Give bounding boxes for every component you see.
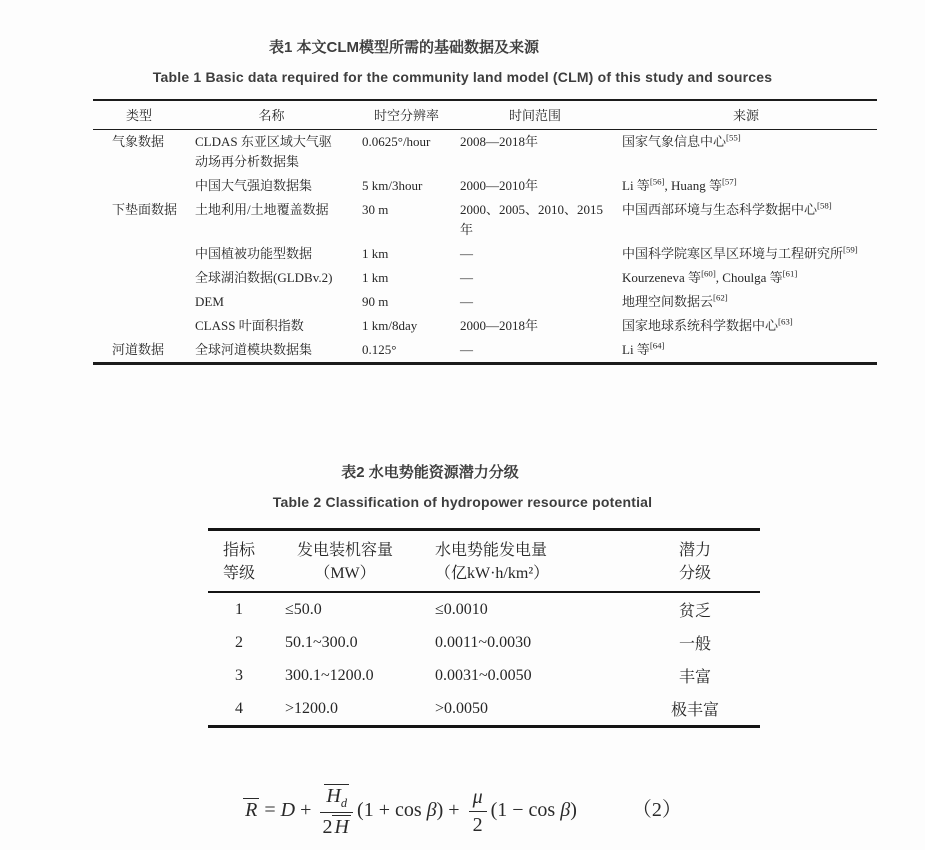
table1-cell: 1 km [362, 270, 389, 285]
table2-cell: 300.1~1200.0 [285, 666, 374, 684]
d-subscript: d [340, 796, 348, 810]
table1-cell [93, 314, 185, 338]
table1-cell: CLASS 叶面积指数 [195, 318, 304, 333]
table2-cell: 4 [235, 699, 243, 717]
table1-cell: 2008—2018年 [460, 134, 539, 149]
table1-row [93, 198, 877, 242]
table1-cell: 国家气象信息中心[55] [622, 132, 741, 149]
table1-cell: 5 km/3hour [362, 178, 423, 193]
table2-column-header: 潜力 分级 [630, 530, 760, 593]
term-2-cos: (1 − cos β) [490, 799, 577, 822]
table2-header-row [208, 530, 760, 593]
table1-cell: 30 m [362, 202, 389, 217]
table2-cell: 丰富 [678, 669, 711, 686]
table2-cell: 一般 [678, 636, 711, 653]
table2-cell: 贫乏 [678, 603, 711, 620]
table1-cell: 国家地球系统科学数据中心[63] [622, 316, 793, 333]
table1-cell: 全球湖泊数据(GLDBv.2) [195, 270, 333, 285]
plus-sign: + [448, 799, 460, 822]
table2-body [208, 592, 760, 727]
citation-ref: [61] [782, 268, 798, 279]
table1-cell: 2000—2018年 [460, 318, 539, 333]
table2-column-header: 发电装机容量 （MW） [270, 530, 420, 593]
table1-cell: 河道数据 [112, 342, 165, 357]
table1-cell: — [460, 246, 473, 261]
citation-ref: [59] [843, 244, 858, 255]
table2-cell: 50.1~300.0 [285, 633, 358, 651]
table1-cell: Li 等[64] [622, 340, 665, 357]
table1-row [93, 242, 877, 266]
table1-cell: 全球河道模块数据集 [195, 342, 313, 357]
table1-cell: 中国西部环境与生态科学数据中心[58] [622, 200, 832, 217]
table1-cell: DEM [195, 294, 224, 309]
citation-ref: [55] [726, 132, 741, 143]
table2-row [208, 659, 760, 692]
table1-cell: 中国大气强迫数据集 [195, 178, 313, 193]
term-1-cos: (1 + cos β) [357, 799, 444, 822]
citation-ref: [56] [649, 176, 665, 187]
table1-row [93, 314, 877, 338]
table1-row [93, 266, 877, 290]
table2-title-en: Table 2 Classification of hydropower resource potential [272, 494, 653, 510]
table2-cell: 0.0031~0.0050 [435, 666, 532, 684]
formula-block [0, 784, 925, 839]
table2-cell: 1 [235, 600, 243, 618]
equals-sign: = [264, 799, 276, 822]
table1-cell [93, 174, 185, 198]
table1-cell: — [460, 270, 473, 285]
equation-number: （2） [631, 799, 682, 822]
table1-cell: CLDAS 东亚区域大气驱动场再分析数据集 [195, 134, 332, 169]
denominator-2: 2 [472, 814, 483, 837]
fraction-mu-over-2 [469, 786, 487, 837]
table2-row [208, 692, 760, 727]
table1-cell [93, 266, 185, 290]
table1-cell: 2000—2010年 [460, 178, 539, 193]
citation-ref: [58] [817, 200, 832, 211]
equation-2 [243, 785, 577, 839]
table2-cell: ≤0.0010 [435, 600, 488, 618]
table1-cell: 2000、2005、2010、2015年 [460, 202, 604, 237]
table1-cell [93, 242, 185, 266]
table1-row [93, 174, 877, 198]
table1-cell: 下垫面数据 [112, 202, 178, 217]
table1-cell: 气象数据 [112, 134, 165, 149]
coefficient-2: 2 [322, 816, 333, 839]
table2-row [208, 626, 760, 659]
h-bar-variable: H [334, 816, 349, 839]
table2-column-header: 水电势能发电量 （亿kW·h/km²） [420, 530, 630, 593]
table1-cell: 中国植被功能型数据 [195, 246, 313, 261]
table2-cell: >1200.0 [285, 699, 339, 717]
table1-cell: — [460, 342, 473, 357]
table1-cell: 0.125° [362, 342, 397, 357]
table1-column-header: 类型 [93, 100, 185, 130]
table1-row [93, 130, 877, 175]
table1-header-row [93, 100, 877, 130]
table2-cell: 0.0011~0.0030 [435, 633, 532, 651]
r-bar-variable: R [245, 799, 258, 822]
table1-cell: 土地利用/土地覆盖数据 [195, 202, 329, 217]
citation-ref: [63] [778, 316, 793, 327]
table1-column-header: 来源 [615, 100, 877, 130]
page [0, 36, 925, 850]
table1-title-zh: 表1 本文CLM模型所需的基础数据及来源 [268, 39, 539, 56]
table2-cell: 极丰富 [670, 702, 719, 719]
table1-cell: 地理空间数据云[62] [622, 292, 728, 309]
table2-cell: 2 [235, 633, 243, 651]
citation-ref: [57] [721, 176, 737, 187]
table1-cell: 0.0625°/hour [362, 134, 431, 149]
table1-cell: Kourzeneva 等[60], Choulga 等[61] [622, 268, 798, 285]
table1-cell: 中国科学院寒区旱区环境与工程研究所[59] [622, 244, 858, 261]
basic-data-table [93, 99, 877, 365]
plus-sign: + [300, 799, 312, 822]
table1-row [93, 338, 877, 364]
citation-ref: [60] [701, 268, 716, 279]
table1-body [93, 130, 877, 364]
table2-cell: >0.0050 [435, 699, 489, 717]
table1-cell: Li 等[56], Huang 等[57] [622, 176, 737, 193]
table1-cell: 90 m [362, 294, 389, 309]
table1-cell [93, 290, 185, 314]
table1-cell: 1 km/8day [362, 318, 418, 333]
table1-cell: 1 km [362, 246, 389, 261]
hydropower-classification-table [208, 528, 760, 728]
table1-column-header: 时间范围 [455, 100, 615, 130]
citation-ref: [64] [649, 340, 665, 351]
table1-cell: — [460, 294, 473, 309]
table2-row [208, 592, 760, 626]
table1-column-header: 名称 [185, 100, 358, 130]
table1-column-header: 时空分辨率 [358, 100, 455, 130]
table1-title-en: Table 1 Basic data required for the community land model (CLM) of this study and sources [152, 69, 773, 85]
d-variable: D [280, 799, 296, 822]
mu-variable: μ [472, 786, 483, 809]
citation-ref: [62] [713, 292, 728, 303]
table1-row [93, 290, 877, 314]
fraction-hd-over-2h [320, 784, 353, 839]
table2-column-header: 指标 等级 [208, 530, 270, 593]
table2-cell: 3 [235, 666, 243, 684]
h-variable: H [326, 785, 341, 807]
table2-cell: ≤50.0 [285, 600, 322, 618]
table2-title-zh: 表2 水电势能资源潜力分级 [341, 464, 519, 481]
